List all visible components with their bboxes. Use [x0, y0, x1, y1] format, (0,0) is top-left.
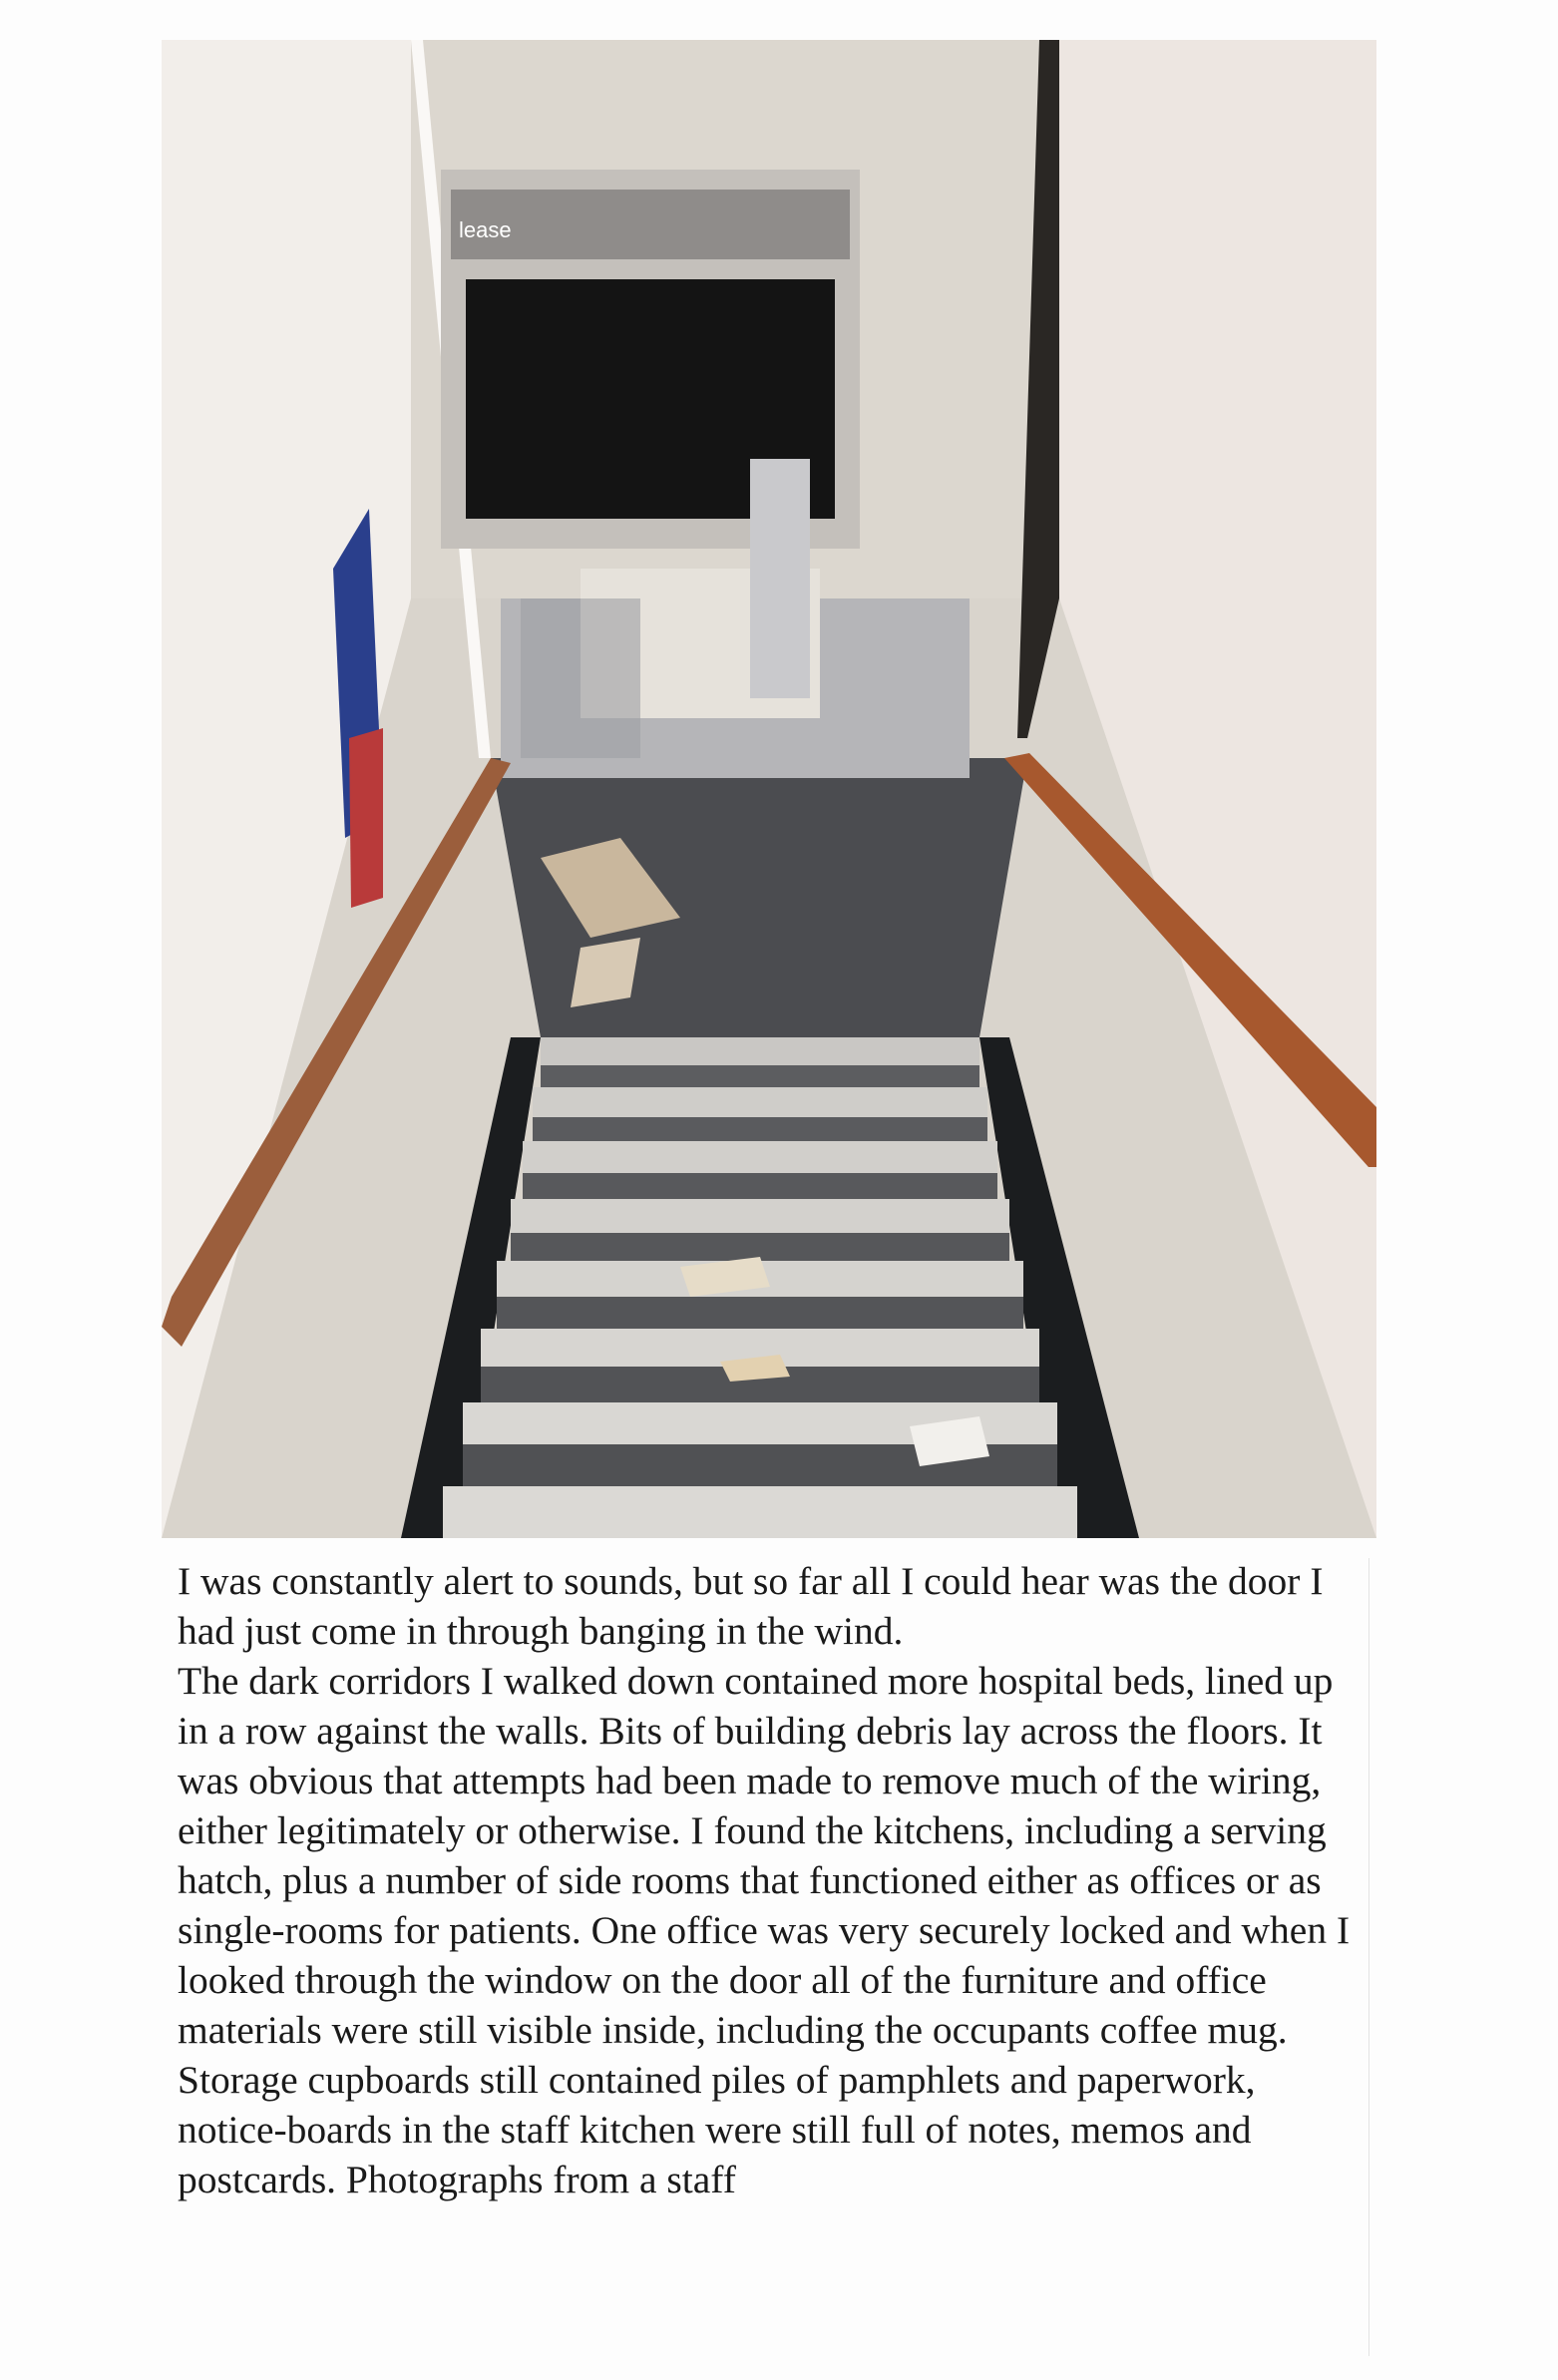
hatch-sign-text: lease: [459, 217, 512, 242]
paragraph-1: I was constantly alert to sounds, but so far all I could hear was the door I had just come in through banging in the wind.: [178, 1559, 1324, 1653]
bed-grid: [521, 598, 640, 758]
staircase-photo: [162, 40, 1376, 1538]
narrative-text: [178, 1556, 1355, 2204]
bed-headboard: [750, 459, 810, 698]
paragraph-2: The dark corridors I walked down contained more hospital beds, lined up in a row against the walls. Bits of building debris lay across the floors. It was obvious that attempts had been made to remove much of the wiring, either legitimately or otherwise. I found the kitchens, including a serving hatch, plus a number of side rooms that functioned either as offices or as single-rooms for patients. One office was very securely locked and when I looked through the window on the door all of the furniture and office materials were still visible inside, including the occupants coffee mug. Storage cupboards still contained piles of pamphlets and paperwork, notice-boards in the staff kitchen were still full of notes, memos and postcards. Photographs from a staff: [178, 1659, 1351, 2201]
page-edge-line: [1368, 1558, 1369, 2356]
red-sign: [349, 728, 383, 908]
staircase-illustration: [162, 40, 1376, 1538]
debris-2: [571, 938, 640, 1007]
